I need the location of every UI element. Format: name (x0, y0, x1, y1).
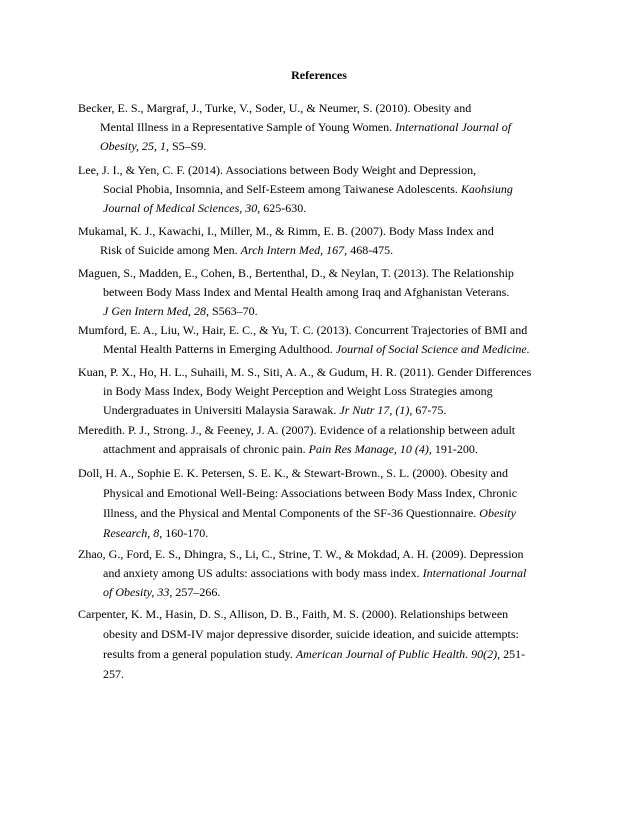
reference-line (78, 583, 568, 602)
journal-title: International Journal (422, 566, 527, 580)
reference-entry (78, 464, 568, 543)
reference-text: Undergraduates in Universiti Malaysia Sarawak. (103, 403, 340, 417)
reference-line (78, 401, 568, 420)
reference-line (78, 180, 568, 199)
reference-entry (78, 421, 568, 459)
reference-text: Risk of Suicide among Men. (100, 243, 241, 257)
reference-line: Doll, H. A., Sophie E. K. Petersen, S. E. K., & Stewart-Brown., S. L. (2000). Obesity and (78, 466, 508, 480)
reference-entry (78, 605, 568, 684)
reference-entry (78, 222, 568, 260)
page-title: References (291, 68, 347, 82)
reference-pages: 251- (500, 647, 526, 661)
reference-line (78, 302, 568, 321)
reference-text: Social Phobia, Insomnia, and Self-Esteem among Taiwanese Adolescents. (103, 182, 461, 196)
reference-text: results from a general population study. (103, 647, 296, 661)
reference-pages: 191-200. (431, 442, 478, 456)
reference-line: Mukamal, K. J., Kawachi, I., Miller, M., & Rimm, E. B. (2007). Body Mass Index and (78, 224, 494, 238)
reference-entry (78, 99, 568, 156)
journal-title: J Gen Intern Med, 28, (103, 304, 209, 318)
reference-line: in Body Mass Index, Body Weight Perception and Weight Loss Strategies among (103, 384, 493, 398)
reference-line: Physical and Emotional Well-Being: Associations between Body Mass Index, Chronic (103, 486, 518, 500)
reference-line: Maguen, S., Madden, E., Cohen, B., Bertenthal, D., & Neylan, T. (2013). The Relationship (78, 266, 514, 280)
reference-line (78, 644, 568, 664)
journal-title: Journal of Social Science and Medicine. (335, 342, 530, 356)
reference-pages: S563–70. (208, 304, 258, 318)
reference-pages: 160-170. (162, 526, 209, 540)
journal-title: Jr Nutr 17, (1), (339, 403, 413, 417)
reference-line: Mumford, E. A., Liu, W., Hair, E. C., & Yu, T. C. (2013). Concurrent Trajectories of BMI and (78, 323, 528, 337)
reference-line: Zhao, G., Ford, E. S., Dhingra, S., Li, C., Strine, T. W., & Mokdad, A. H. (2009). Depression (78, 547, 524, 561)
reference-entry (78, 321, 568, 359)
reference-entry (78, 264, 568, 321)
reference-line (78, 523, 568, 543)
reference-pages: 468-475. (347, 243, 394, 257)
reference-line (78, 503, 568, 523)
reference-text: Illness, and the Physical and Mental Components of the SF-36 Questionnaire. (103, 506, 480, 520)
reference-text: Mental Illness in a Representative Sample of Young Women. (100, 120, 396, 134)
journal-title: American Journal of Public Health. 90(2), (295, 647, 501, 661)
journal-title: Kaohsiung (460, 182, 513, 196)
reference-line (78, 340, 568, 359)
reference-pages: 625-630. (260, 201, 307, 215)
reference-text: Mental Health Patterns in Emerging Adulthood. (103, 342, 336, 356)
reference-line: Carpenter, K. M., Hasin, D. S., Allison, D. B., Faith, M. S. (2000). Relationships between (78, 607, 509, 621)
reference-line (78, 440, 568, 459)
reference-text: and anxiety among US adults: associations with body mass index. (103, 566, 423, 580)
reference-entry (78, 545, 568, 602)
reference-entry (78, 161, 568, 218)
reference-line: 257. (103, 667, 124, 681)
journal-title: of Obesity, 33, (103, 585, 173, 599)
journal-title: Pain Res Manage, 10 (4), (308, 442, 432, 456)
journal-title: Journal of Medical Sciences, 30, (103, 201, 261, 215)
reference-line: between Body Mass Index and Mental Health among Iraq and Afghanistan Veterans. (103, 285, 510, 299)
reference-line (78, 564, 568, 583)
journal-title: Arch Intern Med, 167, (240, 243, 348, 257)
journal-title: Research, 8, (103, 526, 163, 540)
journal-title: Obesity (479, 506, 516, 520)
reference-pages: 257–266. (172, 585, 221, 599)
journal-volume: Obesity, 25, 1, (100, 139, 169, 153)
reference-pages: 67-75. (412, 403, 447, 417)
reference-line (78, 199, 568, 218)
reference-line: Kuan, P. X., Ho, H. L., Suhaili, M. S., Siti, A. A., & Gudum, H. R. (2011). Gender Differences (78, 365, 532, 379)
reference-line: Lee, J. I., & Yen, C. F. (2014). Associations between Body Weight and Depression, (78, 163, 477, 177)
reference-pages: S5–S9. (169, 139, 207, 153)
journal-title: International Journal of (395, 120, 512, 134)
reference-line (78, 241, 568, 260)
reference-line (78, 137, 568, 156)
reference-entry (78, 363, 568, 420)
reference-line (78, 118, 568, 137)
reference-line: obesity and DSM-IV major depressive disorder, suicide ideation, and suicide attempts: (103, 627, 519, 641)
reference-line: Meredith. P. J., Strong. J., & Feeney, J. A. (2007). Evidence of a relationship between adult (78, 423, 516, 437)
reference-text: attachment and appraisals of chronic pain. (103, 442, 309, 456)
reference-line: Becker, E. S., Margraf, J., Turke, V., Soder, U., & Neumer, S. (2010). Obesity and (78, 101, 472, 115)
